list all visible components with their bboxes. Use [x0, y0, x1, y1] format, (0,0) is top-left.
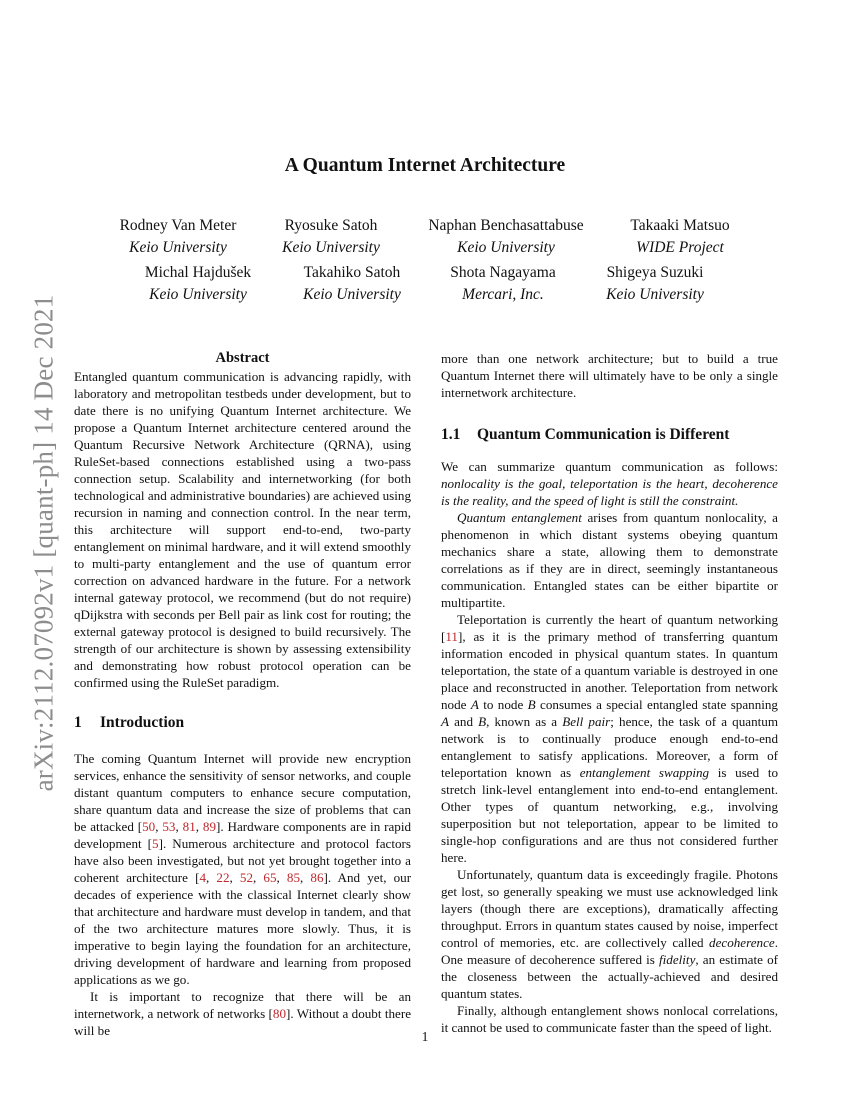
paragraph-text: is used to stretch link-level entanglement into end-to-end entanglement. Other types of quantum networking, e.g., involving superposition but not teleportation, appear to be limited to single-hop configurations and are thus not considered further here. [441, 765, 779, 865]
author-name: Shota Nagayama [450, 264, 556, 281]
paragraph-text: Teleportation is currently the heart of quantum networking [ [441, 612, 778, 644]
author-name: Rodney Van Meter [119, 217, 237, 234]
page-number: 1 [421, 1029, 429, 1044]
author-name: Michal Hajdušek [144, 264, 252, 281]
citation-link[interactable]: 11 [445, 629, 458, 644]
paragraph-text: consumes a special entangled state spanning [535, 697, 778, 712]
citation-link[interactable]: 80 [272, 1006, 287, 1021]
paragraph-text: ; hence, the task of a quantum network is to continually produce enough end-to-end entanglement to satisfy applications. Moreover, a form of teleportation known as [441, 714, 779, 780]
author-name: Takaaki Matsuo [630, 217, 730, 234]
paragraph-text: Unfortunately, quantum data is exceedingly fragile. Photons get lost, so generally speaking we must use acknowledged link layers (though there are exceptions), dramatically affecting throughput. Errors in quantum states caused by noise, imperfect control of memories, etc. are collectively called [441, 867, 778, 950]
quantum-paragraph-1 [441, 458, 778, 509]
quantum-paragraph-4 [441, 866, 778, 1002]
citation-link[interactable]: 4 [199, 870, 207, 885]
author-block [145, 262, 251, 306]
author-affiliation: Mercari, Inc. [462, 286, 544, 303]
citation-link[interactable]: 53 [162, 819, 176, 834]
subsection-title: Quantum Communication is Different [477, 426, 730, 443]
section-heading-introduction [74, 714, 411, 731]
citation-link[interactable]: 5 [152, 836, 159, 851]
emphasis-text: nonlocality is the goal, teleportation is the heart, decoherence is the reality, and the speed of light is still the constraint. [441, 476, 778, 508]
section-title: Introduction [100, 714, 185, 731]
emphasis-text: Bell pair [562, 714, 611, 729]
emphasis-text: Quantum entanglement [457, 510, 582, 525]
author-affiliation: Keio University [149, 286, 247, 303]
author-block [282, 215, 380, 259]
citation-link[interactable]: 50 [142, 819, 156, 834]
intro-paragraph-2-continued [441, 350, 778, 401]
paragraph-text: The coming Quantum Internet will provide new encryption services, enhance the sensitivity of sensor networks, and couple distant quantum computers to enhance secure computation, share quantum data and increase the size of problems that can be attacked [ [74, 751, 411, 834]
author-name: Ryosuke Satoh [284, 217, 378, 234]
subsection-heading [441, 426, 778, 443]
left-column [74, 350, 411, 1039]
citation-link[interactable]: 86 [310, 870, 324, 885]
math-variable: A [441, 714, 449, 729]
citation-link[interactable]: 89 [202, 819, 216, 834]
emphasis-text: entanglement swapping [579, 765, 710, 780]
abstract-text: Entangled quantum communication is advancing rapidly, with laboratory and metropolitan testbeds under development, but to date there is no unifying Quantum Internet architecture. We propose a Quantum Internet architecture centered around the Quantum Recursive Network Architecture (QRNA), using RuleSet-based connections established using a two-pass connection setup. Scalability and internetworking (for both technological and administrative boundaries) are achieved using recursion in naming and connection control. In the near term, this architecture will support end-to-end, two-party entanglement on minimal hardware, and it will extend smoothly to multi-party entanglement and the use of quantum error correction on advanced hardware in the future. For a network internal gateway protocol, we recommend (but do not require) qDijkstra with seconds per Bell pair as link cost for routing; the external gateway protocol is designed to build recursively. The strength of our architecture is shown by assessing extensibility and demonstrating how robust protocol operation can be confirmed using the RuleSet paradigm. [74, 369, 411, 690]
author-name: Takahiko Satoh [303, 264, 401, 281]
author-block [630, 215, 729, 259]
section-number: 1 [74, 714, 82, 731]
author-affiliation: WIDE Project [636, 239, 724, 256]
citation-link[interactable]: 52 [239, 870, 254, 885]
author-block [120, 215, 237, 259]
math-variable: A [470, 697, 479, 712]
paragraph-text: ]. Numerous architecture and protocol factors have also been investigated, but not yet brought together into a coherent architecture [ [74, 836, 411, 885]
paragraph-text: arises from quantum nonlocality, a phenomenon in which distant systems obeying quantum mechanics share a state, allowing them to demonstrate correlations as if they are in direct, seemingly instantaneous communication. Entangled states can be either bipartite or multipartite. [441, 510, 778, 610]
citation-link[interactable]: 65 [263, 870, 277, 885]
subsection-number: 1.1 [441, 426, 461, 443]
emphasis-text: decoherence [709, 935, 775, 950]
abstract-heading: Abstract [215, 350, 270, 366]
author-block [428, 215, 583, 259]
citation-link[interactable]: 22 [216, 870, 230, 885]
citation-link[interactable]: 85 [286, 870, 301, 885]
paragraph-text: and [449, 714, 479, 729]
intro-paragraph-1: The coming Quantum Internet will provide new encryption services, enhance the sensitivity of sensor networks, and couple distant quantum computers to enhance secure computation, share quantum data and increase the size of problems that can be attacked [50, 53, 81, 89]. Hardware components are in rapid development [5]. Numerous architecture and protocol factors have also been investigated, but not yet brought together into a coherent architecture [4, 22, 52, 65, 85, 86]. And yet, our decades of experience with the classical Internet clearly show that architecture and hardware must develop in tandem, and that of the two architecture matures more slowly. Thus, it is imperative to begin laying the foundation for an architecture, driving development of hardware and learning from proposed applications as we go. [74, 751, 412, 987]
paragraph-text: It is important to recognize that there will be an internetwork, a network of networks [ [74, 989, 411, 1021]
author-block [303, 262, 401, 306]
paragraph-text: We can summarize quantum communication as follows: [441, 459, 778, 474]
author-block [450, 262, 555, 306]
paragraph-text: Finally, although entanglement shows nonlocal correlations, it cannot be used to communicate faster than the speed of light. [441, 1003, 778, 1035]
math-variable: B [527, 697, 536, 712]
paragraph-text: more than one network architecture; but to build a true Quantum Internet there will ultimately have to be only a single internetwork architecture. [441, 351, 778, 400]
paragraph-text: , an estimate of the closeness between the actually-achieved and desired quantum states. [441, 952, 778, 1001]
arxiv-identifier-stamp[interactable]: arXiv:2112.07092v1 [quant-ph] 14 Dec 2021 [28, 294, 59, 792]
author-affiliation: Keio University [303, 286, 401, 303]
paragraph-text: ]. And yet, our decades of experience with the classical Internet clearly show that architecture and hardware must develop in tandem, and that of the two architecture matures more slowly. Thus, it is imperative to begin laying the foundation for an architecture, driving development of hardware and learning from proposed applications as we go. [74, 870, 412, 987]
paper-title: A Quantum Internet Architecture [284, 155, 566, 176]
author-affiliation: Keio University [282, 239, 380, 256]
paragraph-text: ]. Hardware components are in rapid development [ [74, 819, 412, 851]
paragraph-text: ]. Without a doubt there will be [74, 1006, 412, 1038]
paragraph-text: , known as a [486, 714, 563, 729]
author-block [606, 262, 704, 306]
citation-link[interactable]: 81 [182, 819, 196, 834]
quantum-paragraph-2 [441, 509, 778, 611]
author-name: Shigeya Suzuki [606, 264, 704, 281]
emphasis-text: fidelity [659, 952, 696, 967]
quantum-paragraph-3 [441, 611, 778, 866]
paragraph-text: ], as it is the primary method of transferring quantum information encoded in physical quantum states. In quantum teleportation, the state of a quantum variable is destroyed in one place and reconstructed in another. Teleportation from network node [441, 629, 778, 712]
math-variable: B [478, 714, 487, 729]
paragraph-text: to node [478, 697, 528, 712]
author-affiliation: Keio University [129, 239, 227, 256]
right-column [441, 350, 778, 1036]
author-name: Naphan Benchasattabuse [428, 217, 584, 234]
author-affiliation: Keio University [457, 239, 555, 256]
paragraph-text: . One measure of decoherence suffered is [441, 935, 778, 967]
author-affiliation: Keio University [606, 286, 704, 303]
